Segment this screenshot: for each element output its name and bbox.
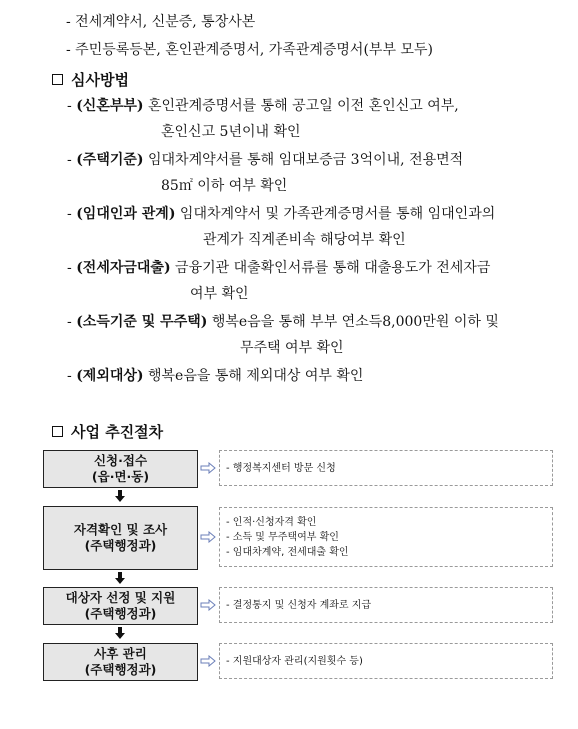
arrow-right-icon [200,599,216,611]
review-item-4: - (전세자금대출) 금융기관 대출확인서류를 통해 대출용도가 전세자금 [67,260,491,276]
arrow-down-icon [114,627,126,639]
process-step-2-box [43,506,198,570]
process-step-3-title: 대상자 선정 및 지원 [65,590,176,605]
process-step-2-detail-2: - 소득 및 무주택여부 확인 [226,531,339,543]
arrow-right-icon [200,655,216,667]
process-step-4-dept: (주택행정과) [84,662,157,677]
process-step-1-title: 신청·접수 [93,453,148,468]
process-step-4-detail-1: - 지원대상자 관리(지원횟수 등) [226,655,363,667]
review-item-2: - (주택기준) 임대차계약서를 통해 임대보증금 3억이내, 전용면적 [67,152,464,168]
doc-line-2: - 주민등록등본, 혼인관계증명서, 가족관계증명서(부부 모두) [66,42,433,58]
process-step-2-detail-1: - 인적·신청자격 확인 [226,516,317,528]
process-step-3-desc [219,587,553,623]
arrow-down-icon [114,490,126,502]
arrow-right-icon [200,531,216,543]
review-item-3: - (임대인과 관계) 임대차계약서 및 가족관계증명서를 통해 임대인과의 [67,206,496,222]
square-bullet-icon [52,426,63,437]
section-review-title: 심사방법 [52,69,129,90]
process-step-4-desc [219,643,553,679]
review-item-1: - (신혼부부) 혼인관계증명서를 통해 공고일 이전 혼인신고 여부, [67,98,459,114]
process-step-3-dept: (주택행정과) [84,606,157,621]
arrow-right-icon [200,462,216,474]
process-step-1-desc [219,450,553,486]
process-step-4-title: 사후 관리 [94,646,147,661]
review-item-5: - (소득기준 및 무주택) 행복e음을 통해 부부 연소득8,000만원 이하 및 [67,314,499,330]
square-bullet-icon [52,74,63,85]
process-step-2-detail-3: - 임대차계약, 전세대출 확인 [226,546,349,558]
review-item-5-cont: 무주택 여부 확인 [240,340,344,356]
review-item-6: - (제외대상) 행복e음을 통해 제외대상 여부 확인 [67,368,364,384]
section-process-title: 사업 추진절차 [52,421,163,442]
process-step-2-title: 자격확인 및 조사 [73,522,168,537]
process-step-1-detail-1: - 행정복지센터 방문 신청 [226,462,336,474]
review-item-1-cont: 혼인신고 5년이내 확인 [161,124,301,140]
process-step-2-desc [219,507,553,567]
process-step-4-box [43,643,198,681]
arrow-down-icon [114,572,126,584]
process-step-1-dept: (읍·면·동) [91,469,150,484]
process-step-2-dept: (주택행정과) [84,538,157,553]
process-step-3-detail-1: - 결정통지 및 신청자 계좌로 지급 [226,599,372,611]
review-item-4-cont: 여부 확인 [190,286,249,302]
process-step-3-box [43,587,198,625]
doc-line-1: - 전세계약서, 신분증, 통장사본 [66,14,256,30]
review-item-3-cont: 관계가 직계존비속 해당여부 확인 [203,232,406,248]
process-step-1-box [43,450,198,488]
review-item-2-cont: 85㎡ 이하 여부 확인 [161,178,288,194]
